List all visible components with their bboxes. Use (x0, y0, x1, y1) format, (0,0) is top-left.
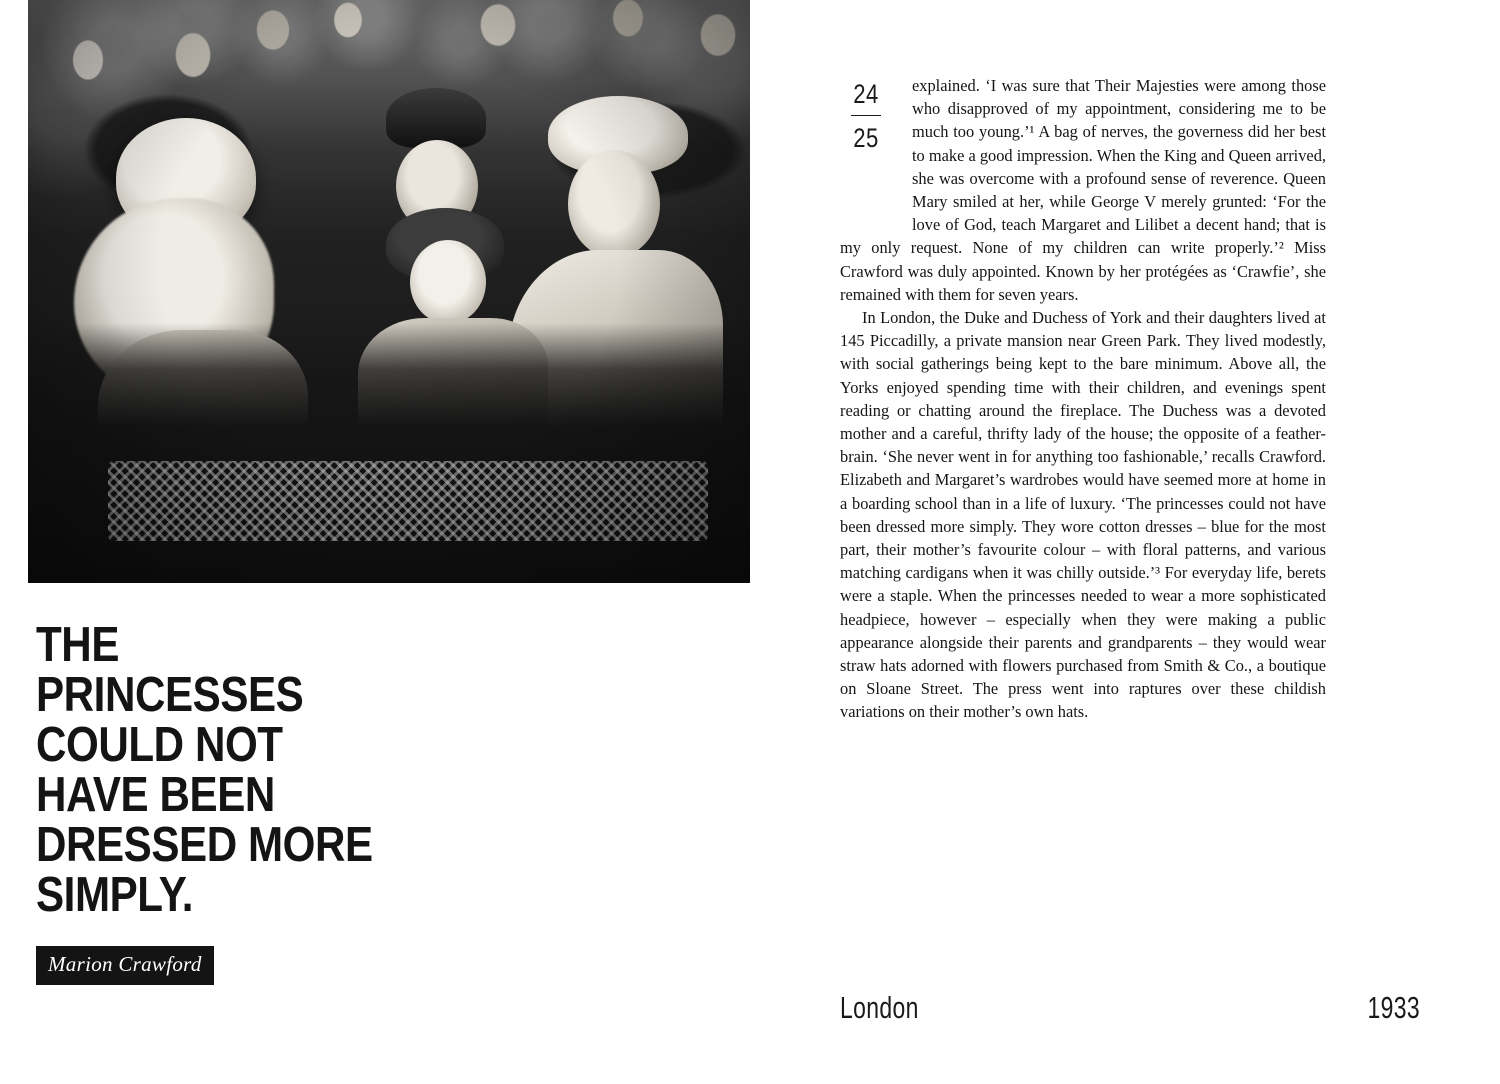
folio-text-wrap-spacer (840, 74, 912, 214)
footer-year: 1933 (1367, 990, 1420, 1025)
pull-quote (36, 620, 436, 985)
body-paragraph-2: In London, the Duke and Duchess of York and their daughters lived at 145 Piccadilly, a private mansion near Green Park. They lived modestly, with social gatherings being kept to the bare minimum. Above all, the Yorks enjoyed spending time with their children, and evenings spent reading or chatting around the fireplace. The Duchess was a devoted mother and a careful, thrifty lady of the house; the opposite of a feather-brain. ‘She never went in for anything too fashionable,’ recalls Crawford. Elizabeth and Margaret’s wardrobes would have seemed more at home in a boarding school than in a life of luxury. ‘The princesses could not have been dressed more simply. They wore cotton dresses – blue for the most part, their mother’s favourite colour – with floral patterns, and various matching cardigans when it was chilly outside.’³ For everyday life, berets were a staple. When the princesses needed to wear a more sophisticated headpiece, however – especially when they were making a public appearance alongside their parents and grandparents – they would wear straw hats adorned with flowers purchased from Smith & Co., a boutique on Sloane Street. The press went into raptures over these childish variations on their mother’s own hats. (840, 308, 1326, 722)
right-page (750, 0, 1500, 1084)
body-text-column (840, 74, 1326, 724)
folio-number-bottom: 25 (853, 123, 879, 153)
footer-place: London (840, 990, 919, 1025)
archive-photograph (28, 0, 750, 583)
pull-quote-attribution: Marion Crawford (36, 946, 214, 985)
page-footer (840, 990, 1420, 1026)
photo-vignette (28, 0, 750, 583)
body-paragraph-1: explained. ‘I was sure that Their Majesties were among those who disapproved of my appointment, considering me to be much too young.’¹ A bag of nerves, the governess did her best to make a good impression. When the King and Queen arrived, she was overcome with a profound sense of reverence. Queen Mary smiled at her, while George V merely grunted: ‘For the love of God, teach Margaret and Lilibet a decent hand; that is my only request. None of my children can write properly.’² Miss Crawford was duly appointed. Known by her protégées as ‘Crawfie’, she remained with them for seven years. (840, 76, 1326, 304)
pull-quote-text: THE PRINCESSES COULD NOT HAVE BEEN DRESSED MORE SIMPLY. (36, 618, 373, 922)
folio-number-top: 24 (853, 79, 879, 109)
